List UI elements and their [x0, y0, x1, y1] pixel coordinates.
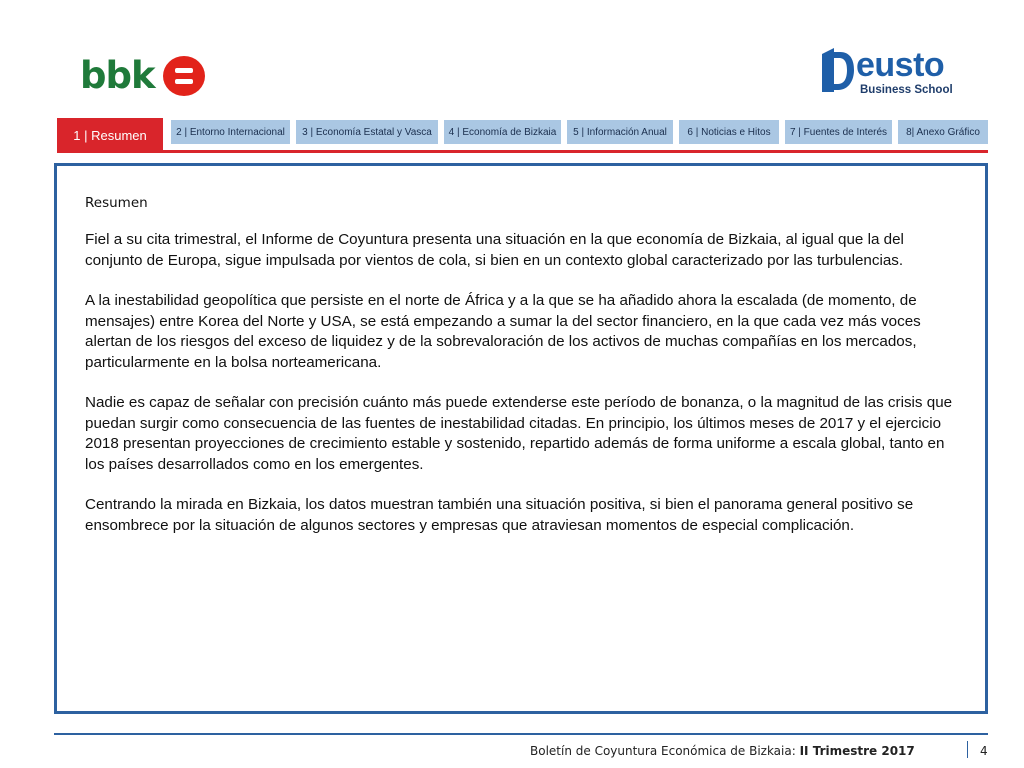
tab-economia-bizkaia[interactable]: 4 | Economía de Bizkaia: [444, 120, 561, 144]
footer-title: [530, 744, 915, 758]
section-nav: [57, 118, 988, 156]
paragraph: Centrando la mirada en Bizkaia, los datos muestran también una situación positiva, si bien el panorama general positivo se ensombrece por la situación de algunos sectores y empresas que atraviesan momentos de especial complicación.: [85, 496, 914, 534]
footer-divider: [54, 733, 988, 735]
tab-noticias-hitos[interactable]: 6 | Noticias e Hitos: [679, 120, 779, 144]
nav-underline: [57, 150, 988, 153]
deusto-logo: [820, 46, 960, 102]
summary-content: [85, 195, 965, 556]
deusto-logo-text: eusto: [856, 46, 945, 84]
bbk-logo-text: bbk: [80, 54, 155, 97]
tab-informacion-anual[interactable]: 5 | Información Anual: [567, 120, 673, 144]
section-heading: Resumen: [85, 195, 148, 211]
content-frame: [54, 163, 988, 714]
footer-separator: [967, 741, 968, 758]
bbk-logo: [80, 56, 205, 96]
footer-period: II Trimestre 2017: [799, 744, 915, 758]
paragraph: Fiel a su cita trimestral, el Informe de Coyuntura presenta una situación en la que economía de Bizkaia, al igual que la del conjunto de Europa, sigue impulsada por vientos de cola, si bien en un contexto global caracterizado por las turbulencias.: [85, 231, 904, 269]
tab-entorno-internacional[interactable]: 2 | Entorno Internacional: [171, 120, 290, 144]
tab-anexo-grafico[interactable]: 8| Anexo Gráfico: [898, 120, 988, 144]
paragraph: A la inestabilidad geopolítica que persiste en el norte de África y a la que se ha añadido ahora la escalada (de momento, de mensajes) entre Korea del Norte y USA, se está empezando a sumar la del sector financiero, en la que cada vez más voces alertan de los riesgos del exceso de liquidez y de la sobrevaloración de los activos de muchas compañías en los mercados, particularmente en la bolsa norteamericana.: [85, 292, 921, 371]
paragraph: Nadie es capaz de señalar con precisión cuánto más puede extenderse este período de bonanza, o la magnitud de las crisis que puedan surgir como consecuencia de las fuentes de inestabilidad citadas. En principio, los últimos meses de 2017 y el ejercicio 2018 presentan proyecciones de crecimiento estable y sostenido, repartido además de forma uniforme a escala global, tanto en los países desarrollados como en los emergentes.: [85, 394, 953, 473]
footer-bulletin-name: Boletín de Coyuntura Económica de Bizkaia:: [530, 744, 800, 758]
tab-resumen[interactable]: 1 | Resumen: [57, 118, 163, 153]
page-number: 4: [980, 744, 988, 758]
deusto-d-icon: [820, 46, 856, 94]
tab-economia-estatal-vasca[interactable]: 3 | Economía Estatal y Vasca: [296, 120, 438, 144]
deusto-logo-subtitle: Business School: [860, 84, 953, 96]
bbk-logo-mark-icon: [163, 56, 205, 96]
tab-fuentes-interes[interactable]: 7 | Fuentes de Interés: [785, 120, 892, 144]
